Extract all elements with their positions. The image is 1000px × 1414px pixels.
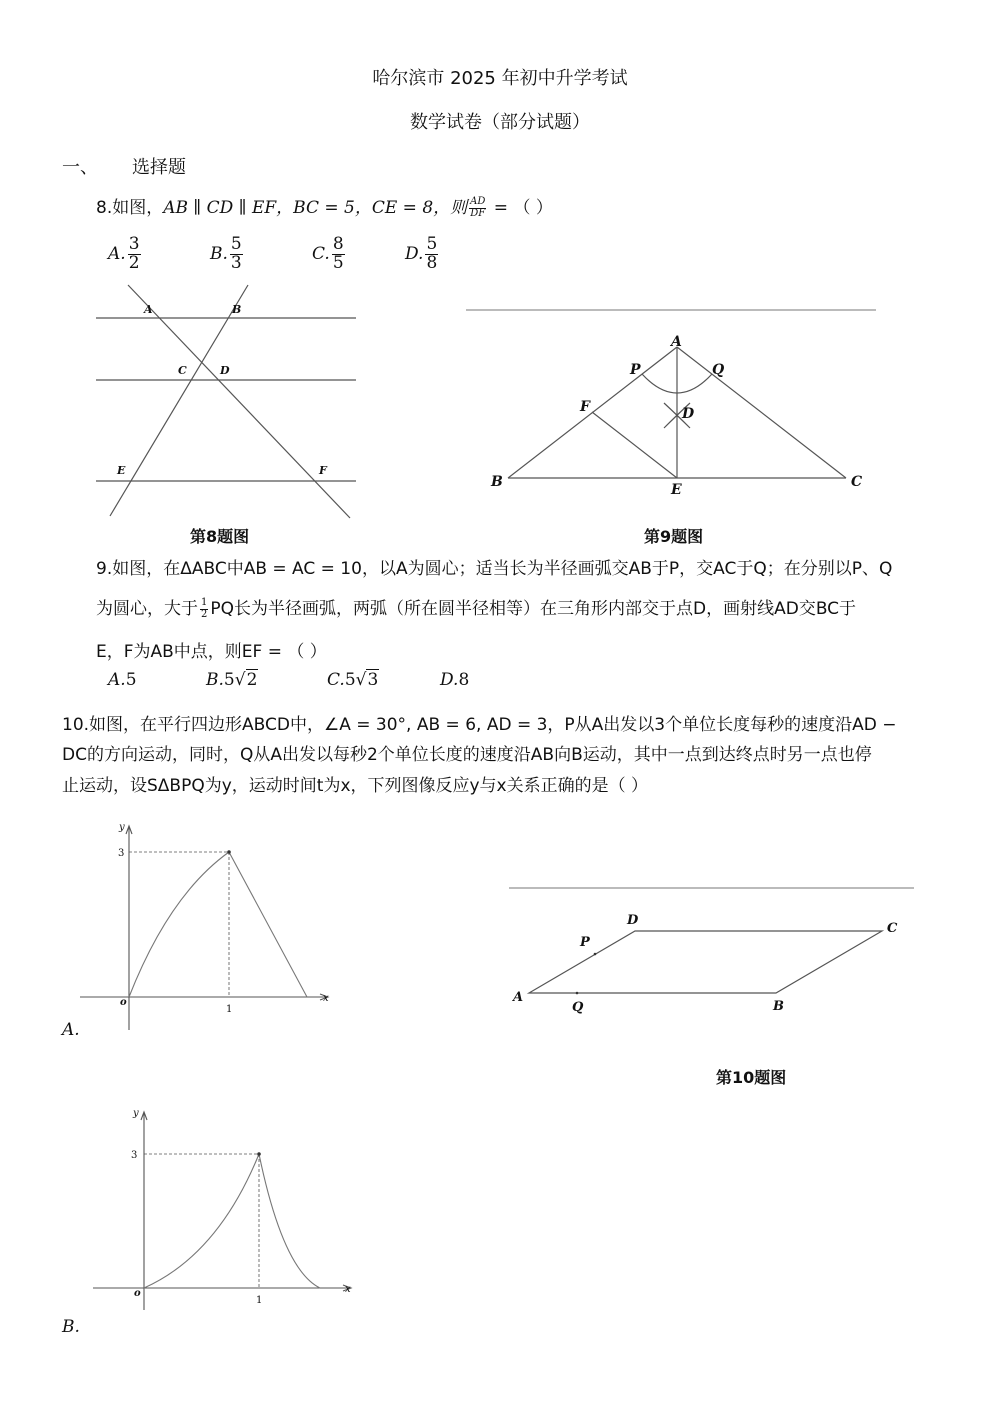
point-label-c: C (851, 474, 863, 490)
peak-point (227, 850, 231, 854)
q10-graph-b-label: B. (62, 1317, 80, 1337)
origin-label: o (120, 997, 127, 1008)
q8-figure-caption: 第8题图 (190, 527, 250, 546)
q8-option-d (405, 236, 440, 273)
q9-line-1: 9.如图，在ΔABC中AB = AC = 10，以A为圆心；适当长为半径画弧交AB于P，交AC于Q；在分别以P、Q (96, 559, 893, 579)
option-value: 5 (223, 670, 235, 690)
q10-figure-caption: 第10题图 (716, 1068, 787, 1087)
frac-den: 3 (230, 252, 242, 273)
curve-rise (144, 1154, 259, 1288)
q8-option-b (210, 236, 245, 273)
page-subtitle: 数学试卷（部分试题） (410, 112, 590, 133)
q9-option-c (327, 670, 379, 690)
curve-rise (129, 852, 229, 997)
q9-figure-caption: 第9题图 (644, 527, 704, 546)
q9-line-2-start: 为圆心，大于 (96, 599, 198, 619)
option-label: C. (327, 670, 345, 690)
q9-option-d (440, 670, 469, 690)
q9-half-fraction (200, 598, 208, 620)
point-label-q: Q (712, 362, 725, 378)
x-axis-label: x (323, 993, 329, 1004)
frac-num: 5 (426, 234, 438, 254)
q10-graph-a (75, 815, 340, 1040)
frac-den: 2 (201, 608, 208, 620)
option-value: 8 (458, 670, 470, 690)
q8-suffix: = （ ） (488, 198, 553, 218)
q9-line-2 (96, 594, 856, 620)
point-label-b: B (491, 474, 503, 490)
option-root: 3 (367, 670, 379, 690)
y-tick-label: 3 (118, 848, 125, 859)
sqrt-sign: √ (234, 670, 246, 690)
q8-prefix: 8.如图， (96, 198, 164, 218)
curve-fall (259, 1154, 320, 1288)
x-tick-label: 1 (226, 1004, 233, 1015)
y-axis-label: y (133, 1108, 139, 1119)
q8-option-a (108, 236, 143, 273)
point-label-p: P (630, 362, 641, 378)
point-q (576, 992, 579, 995)
point-p (594, 953, 597, 956)
x-axis-label: x (345, 1284, 351, 1295)
frac-den: 2 (128, 252, 140, 273)
option-label: D. (440, 670, 459, 690)
q8-frac-den: DF (470, 207, 486, 219)
q9-line-3: E，F为AB中点，则EF = （ ） (96, 642, 327, 662)
section-number: 一、 (62, 157, 98, 178)
frac-den: 5 (332, 252, 344, 273)
section-title: 选择题 (132, 157, 186, 178)
option-fraction (128, 236, 141, 273)
point-label-e: E (671, 482, 682, 498)
option-fraction (425, 236, 438, 273)
point-label-e: E (117, 464, 126, 477)
point-label-a: A (144, 303, 153, 316)
option-root: 2 (246, 670, 258, 690)
option-value: 5 (344, 670, 356, 690)
sqrt-sign: √ (355, 670, 367, 690)
frac-den: 8 (426, 252, 438, 273)
page-title: 哈尔滨市 2025 年初中升学考试 (372, 68, 628, 89)
point-label-q: Q (572, 1000, 584, 1015)
option-fraction (230, 236, 243, 273)
point-label-b: B (773, 999, 784, 1014)
point-label-d: D (682, 406, 695, 422)
frac-num: 8 (332, 234, 344, 254)
x-tick-label: 1 (256, 1295, 263, 1306)
point-label-f: F (580, 399, 590, 415)
point-label-a: A (513, 990, 524, 1005)
point-label-d: D (220, 364, 230, 377)
segment-ef (592, 412, 677, 478)
side-ac (677, 347, 846, 478)
origin-label: o (134, 1288, 141, 1299)
peak-point (257, 1152, 261, 1156)
y-tick-label: 3 (131, 1150, 138, 1161)
option-label: B. (210, 244, 228, 265)
q8-stem-text: AB ∥ CD ∥ EF，BC = 5，CE = 8，则 (163, 198, 468, 218)
point-label-p: P (580, 935, 590, 950)
q8-stem (96, 193, 553, 219)
point-label-c: C (887, 921, 898, 936)
option-label: A. (108, 244, 126, 265)
q10-graph-b (88, 1105, 363, 1315)
option-value: 5 (125, 670, 137, 690)
frac-num: 1 (201, 597, 208, 608)
q10-line-1: 10.如图，在平行四边形ABCD中，∠A = 30°, AB = 6, AD = 3，P从A出发以3个单位长度每秒的速度沿AD − (62, 715, 897, 735)
point-label-d: D (627, 913, 639, 928)
option-label: B. (206, 670, 224, 690)
q9-option-b (206, 670, 258, 690)
q10-graph-a-label: A. (62, 1020, 80, 1040)
option-label: A. (108, 670, 126, 690)
option-label: C. (312, 244, 330, 265)
q9-line-2-end: PQ长为半径画弧，两弧（所在圆半径相等）在三角形内部交于点D，画射线AD交BC于 (210, 599, 857, 619)
option-label: D. (405, 244, 424, 265)
point-label-f: F (319, 464, 327, 477)
q8-option-c (312, 236, 347, 273)
point-label-a: A (671, 334, 682, 350)
option-fraction (332, 236, 345, 273)
frac-num: 3 (128, 234, 140, 254)
q10-figure (505, 880, 920, 1020)
transversal-ad (128, 285, 350, 518)
q9-option-a (108, 670, 137, 690)
line-fall (229, 852, 307, 997)
point-label-c: C (178, 364, 187, 377)
q10-line-2: DC的方向运动，同时，Q从A出发以每秒2个单位长度的速度沿AB向B运动，其中一点到达终点时另一点也停 (62, 745, 872, 765)
q9-figure (460, 300, 885, 500)
point-label-b: B (232, 303, 242, 316)
q8-figure (90, 282, 365, 522)
frac-num: 5 (230, 234, 242, 254)
y-axis-label: y (119, 822, 125, 833)
q10-line-3: 止运动，设SΔBPQ为y，运动时间t为x，下列图像反应y与x关系正确的是（ ） (62, 776, 649, 796)
q8-frac-num: AD (470, 196, 486, 207)
q8-ratio-fraction (469, 197, 486, 219)
